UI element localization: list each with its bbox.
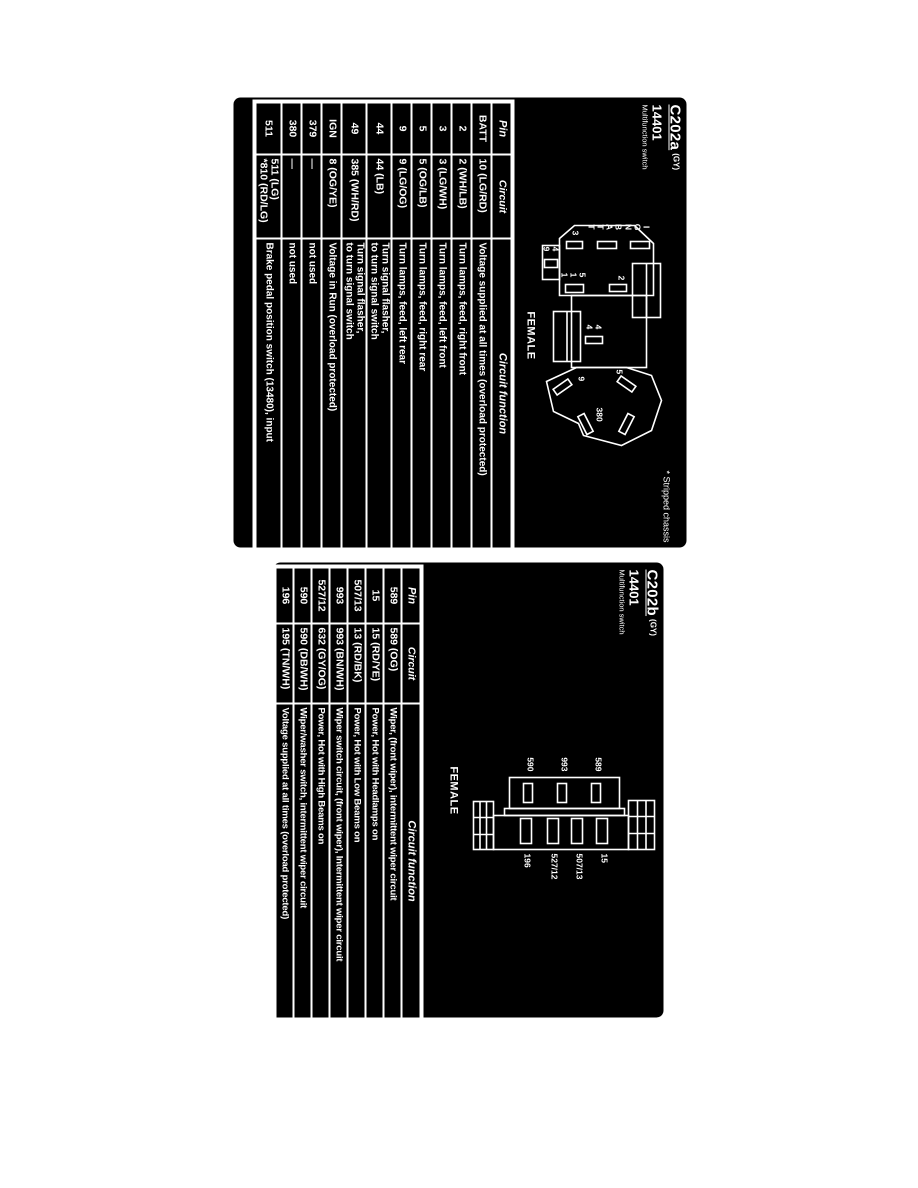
circuit-cell: 632 (GY/OG) <box>311 623 329 703</box>
circuit-cell: 195 (TN/WH) <box>275 623 293 703</box>
circuit-cell: 589 (OG) <box>383 623 401 703</box>
component-name: Multifunction switch <box>616 569 626 635</box>
table-row <box>365 567 383 1018</box>
table-row <box>293 567 311 1018</box>
pinout-table-c202a <box>252 99 514 551</box>
connector-id: C202a <box>666 104 683 150</box>
function-cell: Voltage supplied at all times (overload protected) <box>471 238 491 548</box>
function-cell: Turn lamps, feed, right rear <box>411 238 431 548</box>
pin-cell: 527/12 <box>311 567 329 623</box>
pin-cell: 5 <box>411 102 431 154</box>
function-cell: Voltage in Run (overload protected) <box>321 238 341 548</box>
part-number: 14401 <box>649 104 665 141</box>
connector-diagram-c202b <box>463 705 655 900</box>
pin-cell: 49 <box>341 102 366 154</box>
circuit-cell: 15 (RD/YE) <box>365 623 383 703</box>
connector-pin-label: 511 <box>560 269 587 280</box>
table-row <box>341 102 366 548</box>
connector-pin-label: 44 <box>585 321 603 332</box>
table-row <box>411 102 431 548</box>
function-cell: Wiper, (front wiper), intermittent wiper circuit <box>383 703 401 1018</box>
table-row <box>383 567 401 1018</box>
pinout-table-c202b <box>272 564 423 1021</box>
pin-cell: 3 <box>431 102 451 154</box>
component-name: Multifunction switch <box>639 104 649 170</box>
table-header-row <box>401 567 420 1018</box>
connector-pin-label: IGN <box>624 221 651 232</box>
pin-cell: 380 <box>281 102 301 154</box>
connector-pin-label: 9 <box>576 376 586 381</box>
pin-cell: IGN <box>321 102 341 154</box>
column-header-0: Pin <box>401 567 420 623</box>
circuit-cell: 9 (LG/OG) <box>391 154 411 238</box>
pin-cell: 511 <box>255 102 281 154</box>
connector-pin-label: 590 <box>525 756 535 771</box>
gender-label: FEMALE <box>524 310 536 360</box>
connector-pin-label: 380 <box>594 407 604 422</box>
pin-cell: 589 <box>383 567 401 623</box>
pin-cell: 196 <box>275 567 293 623</box>
connector-pin-label: 589 <box>593 756 603 771</box>
table-row <box>347 567 365 1018</box>
function-cell: not used <box>281 238 301 548</box>
circuit-cell: 5 (OG/LB) <box>411 154 431 238</box>
table-row <box>366 102 391 548</box>
connector-pin-label: 2 <box>617 272 626 283</box>
pin-cell: 590 <box>293 567 311 623</box>
column-header-1: Circuit <box>491 154 511 238</box>
table-row <box>311 567 329 1018</box>
function-cell: not used <box>301 238 321 548</box>
table-row <box>451 102 471 548</box>
connector-outline-drawing <box>538 195 686 475</box>
pin-cell: 507/13 <box>347 567 365 623</box>
circuit-cell: 10 (LG/RD) <box>471 154 491 238</box>
function-cell: Turn signal flasher, to turn signal switch <box>341 238 366 548</box>
circuit-cell: 511 (LG) *810 (RD/LG) <box>255 154 281 238</box>
connector-pin-label: 5 <box>614 369 624 374</box>
panel-header <box>617 569 659 635</box>
function-cell: Wiper switch circuit, (front wiper), Intermittent wiper circuit <box>329 703 347 1018</box>
function-cell: Power, Hot with High Beams on <box>311 703 329 1018</box>
table-row <box>281 102 301 548</box>
function-cell: Power, Hot with Low Beams on <box>347 703 365 1018</box>
table-row <box>255 102 281 548</box>
circuit-cell: 993 (BN/WH) <box>329 623 347 703</box>
table-row <box>471 102 491 548</box>
connector-pin-label: 49 <box>542 243 560 254</box>
function-cell: Turn signal flasher, to turn signal switch <box>366 238 391 548</box>
panel-header <box>640 104 682 170</box>
function-cell: Voltage supplied at all times (overload protected) <box>275 703 293 1018</box>
circuit-cell: 44 (LB) <box>366 154 391 238</box>
column-header-1: Circuit <box>401 623 420 703</box>
table-row <box>275 567 293 1018</box>
circuit-cell: 2 (WH/LB) <box>451 154 471 238</box>
table-row <box>431 102 451 548</box>
function-cell: Power, Hot with Headlamps on <box>365 703 383 1018</box>
connector-pin-label: 15 <box>599 853 609 863</box>
circuit-cell: 590 (DB/WH) <box>293 623 311 703</box>
connector-color-code: (GY) <box>671 152 680 170</box>
connector-panel-c202b <box>273 562 663 1017</box>
circuit-cell: 13 (RD/BK) <box>347 623 365 703</box>
pin-cell: 15 <box>365 567 383 623</box>
part-number: 14401 <box>626 569 642 606</box>
column-header-0: Pin <box>491 102 511 154</box>
function-cell: Turn lamps, feed, left rear <box>391 238 411 548</box>
function-cell: Turn lamps, feed, left front <box>431 238 451 548</box>
connector-pin-label: BATT <box>587 221 623 232</box>
table-row <box>301 102 321 548</box>
table-header-row <box>491 102 511 548</box>
connector-pin-label: 993 <box>559 756 569 771</box>
circuit-cell: 8 (OG/YE) <box>321 154 341 238</box>
connector-id: C202b <box>643 569 660 616</box>
pin-cell: 9 <box>391 102 411 154</box>
circuit-cell: 3 (LG/WH) <box>431 154 451 238</box>
pin-cell: 993 <box>329 567 347 623</box>
stripped-chassis-note: * Stripped chassis <box>661 469 671 542</box>
function-cell: Turn lamps, feed, right front <box>451 238 471 548</box>
pin-cell: 379 <box>301 102 321 154</box>
function-cell: Brake pedal position switch (13480), input <box>255 238 281 548</box>
column-header-2: Circuit function <box>401 703 420 1018</box>
connector-diagram-c202a <box>538 195 686 475</box>
circuit-cell: — <box>281 154 301 238</box>
table-row <box>391 102 411 548</box>
pin-cell: 2 <box>451 102 471 154</box>
table-row <box>321 102 341 548</box>
connector-pin-label: 196 <box>522 853 532 868</box>
table-row <box>329 567 347 1018</box>
gender-label: FEMALE <box>447 765 459 815</box>
column-header-2: Circuit function <box>491 238 511 548</box>
connector-panel-c202a <box>233 97 686 547</box>
pin-cell: BATT <box>471 102 491 154</box>
connector-pin-label: 527/12 <box>549 853 559 879</box>
circuit-cell: 385 (WH/RD) <box>341 154 366 238</box>
connector-pin-label: 507/13 <box>574 853 584 879</box>
function-cell: Wiper/washer switch, intermittent wiper circuit <box>293 703 311 1018</box>
circuit-cell: — <box>301 154 321 238</box>
pin-cell: 44 <box>366 102 391 154</box>
connector-pin-label: 3 <box>571 227 580 238</box>
connector-color-code: (GY) <box>648 618 657 636</box>
